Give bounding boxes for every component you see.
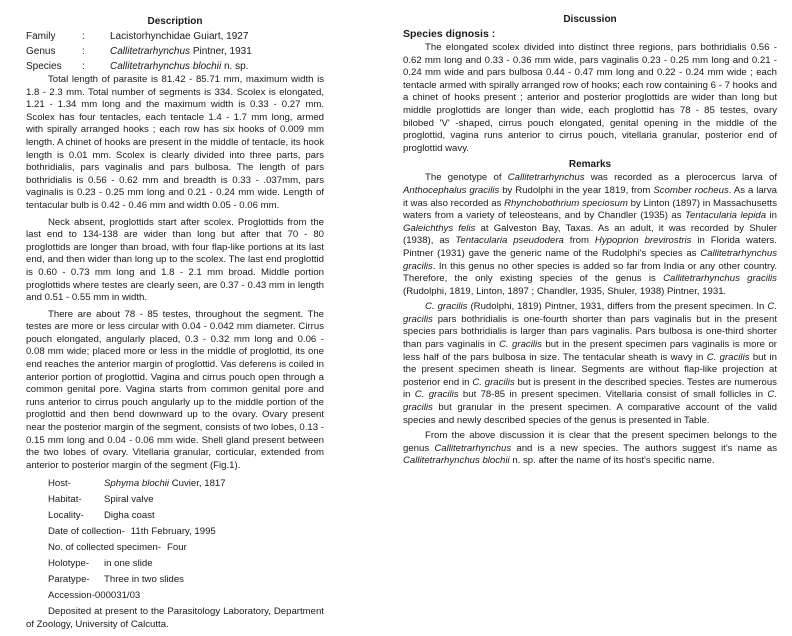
metadata-label: Paratype- bbox=[48, 574, 90, 586]
taxonomy-sep: : bbox=[82, 46, 85, 57]
metadata-label: Habitat- bbox=[48, 494, 82, 506]
metadata-label: Locality- bbox=[48, 510, 84, 522]
description-paragraph-reproductive: There are about 78 - 85 testes, throughout the segment. The testes are more or less circular with 0.04 - 0.042 mm diameter. Cirrus pouch elongated, angularly placed, 0.3 - 0.32 mm long and 0.06 - 0.08 mm wide; placed more or less in the middle of proglottid, its one end reaches the anterior margin of proglottid. Vas deferens is coiled in anterior portion of proglottid. Vagina and cirrus pouch open through a common genital pore. Vagina starts from common genital pore and runs anterior to cirrus pouch angularly up to the middle portion of the proglottid and then bend downward up to the ovary. Ovary present near the posterior margin of the segment, consists of two lobes, 0.13 - 0.15 mm long and 0.04 - 0.06 mm wide. Shell gland present between the two lobes of ovary. Vitellaria granular, corticular, extended from anterior to posterior margin of the segment (Fig.1). bbox=[26, 308, 324, 471]
metadata-value: Three in two slides bbox=[104, 574, 184, 586]
remarks-paragraph-history: The genotype of Callitetrarhynchus was recorded as a plerocercus larva of Anthocephalus gracilis by Rudolphi in the year 1819, from Scomber rocheus. As a larva it was also recorded as Rhynchobothrium speciosum by Linton (1897) in Massachusetts waters from a variety of teleosteans, and by Chandler (1935) as Tentacularia lepida in Galeichthys felis at Galveston Bay, Taxas. As an adult, it was recorded by Shuler (1938), as Tentacularia pseudodera from Hypoprion brevirostris in Florida waters. Pintner (1931) gave the generic name of the Rudolphi's species as Callitetrarhynchus gracilis. In this genus no other species is added so far from India or any other country. Therefore, the only existing species of the genus is Callitetrarhynchus gracilis (Rudolphi, 1819, Linton, 1897 ; Chandler, 1935, Shuler, 1938) Pintner, 1931. bbox=[403, 172, 778, 297]
metadata-label: Holotype- bbox=[48, 558, 90, 570]
metadata-row-habitat bbox=[48, 492, 324, 508]
metadata-row-host bbox=[48, 476, 324, 492]
right-column bbox=[403, 0, 777, 471]
metadata-row-date bbox=[48, 524, 324, 540]
taxonomy-value: Lacistorhynchidae Guiart, 1927 bbox=[110, 31, 249, 42]
taxonomy-value: Callitetrarhynchus Pintner, 1931 bbox=[110, 46, 252, 57]
metadata-row-holotype bbox=[48, 556, 324, 572]
taxonomy-key: Species bbox=[26, 61, 62, 72]
specimen-metadata bbox=[48, 476, 324, 604]
metadata-row-paratype bbox=[48, 572, 324, 588]
metadata-value: 000031/03 bbox=[94, 590, 141, 602]
taxonomy-block bbox=[26, 29, 324, 74]
description-paragraph-proglottids: Neck absent, proglottids start after scolex. Proglottids from the last end to 134-138 are wider than long but after that 70 - 80 proglottids are longer than broad, with four flap-like portions at its last end, and then wider than long up to the scolex. The last end proglottid is 0.60 - 0.73 mm long and 1.8 - 2.1 mm broad. Middle portion proglottids where testes are clearly seen, are 0.37 - 0.43 mm in length and 0.51 - 0.55 mm in width. bbox=[26, 216, 324, 304]
taxonomy-sep: : bbox=[82, 61, 85, 72]
taxonomy-value: Callitetrarhynchus blochii n. sp. bbox=[110, 61, 249, 72]
left-column bbox=[26, 0, 324, 636]
metadata-value: Sphyma blochii Cuvier, 1817 bbox=[104, 478, 226, 490]
discussion-heading: Discussion bbox=[563, 14, 617, 25]
metadata-row-locality bbox=[48, 508, 324, 524]
description-heading: Description bbox=[147, 16, 203, 27]
metadata-value: 11th February, 1995 bbox=[130, 526, 216, 538]
taxonomy-sep: : bbox=[82, 31, 85, 42]
metadata-value: Spiral valve bbox=[104, 494, 154, 506]
diagnosis-paragraph: The elongated scolex divided into distinct three regions, pars bothridialis 0.56 - 0.62 mm long and 0.33 - 0.36 mm wide, pars vaginalis 0.23 - 0.25 mm long and 0.21 - 0.24 mm wide and pars bulbosa 0.44 - 0.47 mm long and 0.22 - 0.24 mm wide ; each tentacle armed with spirally arranged row of hooks; each row containing 6 - 7 hooks and a chinet of hooks present ; anterior and posterior proglottids are wider than long but middle proglottids are longer than wide, each proglottid has 78 - 85 testes, ovary bilobed 'V' -shaped, cirrus pouch elongated, genital opening in the middle of the proglottid, vagina runs anterior to cirrus pouch, vitellaria granular, posterior end of proglottid wavy. bbox=[403, 42, 777, 154]
taxonomy-row-genus bbox=[26, 44, 324, 59]
metadata-row-specimen-count bbox=[48, 540, 324, 556]
metadata-value: Digha coast bbox=[104, 510, 155, 522]
metadata-row-accession bbox=[48, 588, 324, 604]
metadata-label: Accession- bbox=[48, 590, 95, 602]
description-paragraph-morphology: Total length of parasite is 81.42 - 85.71 mm, maximum width is 1.8 - 2.3 mm. Total number of segments is 334. Scolex is elongated, 1.21 - 1.34 mm long and the maximum width is 0.33 - 0.27 mm. Scolex has four tentacles, each tentacle 1.4 - 1.7 mm long, armed with spirally arranged hooks ; each row has six hooks of 0.009 mm length. A chinet of hooks are present in the middle of tentacle, its hook length is 0.01 mm. Scolex is clearly divided into three parts, pars bothridialis, pars vaginalis and pars bulbosa. The length of pars bothridialis is 0.56 - 0.62 mm and breadth is 0.33 - .037mm, pars vaginalis is 0.23 - 0.25 mm long and 0.21 - 0.24 mm wide. Length of tentacular bulb is 0.42 - 0.46 mm and width 0.05 - 0.06 mm. bbox=[26, 74, 324, 211]
metadata-label: No. of collected specimen- bbox=[48, 542, 162, 554]
metadata-label: Date of collection- bbox=[48, 526, 125, 538]
taxonomy-key: Family bbox=[26, 31, 56, 42]
taxonomy-row-species bbox=[26, 59, 324, 74]
taxonomy-key: Genus bbox=[26, 46, 56, 57]
remarks-paragraph-comparison: C. gracilis (Rudolphi, 1819) Pintner, 1931, differs from the present specimen. In C. gracilis pars bothridialis is one-fourth shorter than pars vaginalis but in the present species pars bothridialis is larger than pars vaginalis. Pars bulbosa is one-third shorter than pars vaginalis in C. gracilis but in the present specimen pars vaginalis is more or less half of the pars bulbosa in size. The tentacular sheath is wavy in C. gracilis but in the present specimen sheath is linear. Segments are without flap-like projection at posterior end in C. gracilis but is present in the described species. Testes are numerous in C. gracilis but 78-85 in present specimen. Vitellaria consist of small follicles in C. gracilis but granular in the present specimen. A comparative account of the valid species and newly described species of the genus is presented in Table. bbox=[403, 301, 778, 426]
taxonomy-row-family bbox=[26, 29, 324, 44]
remarks-heading: Remarks bbox=[568, 159, 612, 171]
metadata-value: Four bbox=[167, 542, 187, 554]
diagnosis-heading: Species dignosis : bbox=[403, 28, 496, 40]
metadata-value: in one slide bbox=[104, 558, 153, 570]
remarks-paragraph-conclusion: From the above discussion it is clear that the present specimen belongs to the genus Callitetrarhynchus and is a new species. The authors suggest it's name as Callitetrarhynchus blochii n. sp. after the name of its host's specific name. bbox=[403, 430, 777, 467]
metadata-label: Host- bbox=[48, 478, 71, 490]
deposit-statement: Deposited at present to the Parasitology Laboratory, Department of Zoology, University of Calcutta. bbox=[26, 606, 324, 630]
